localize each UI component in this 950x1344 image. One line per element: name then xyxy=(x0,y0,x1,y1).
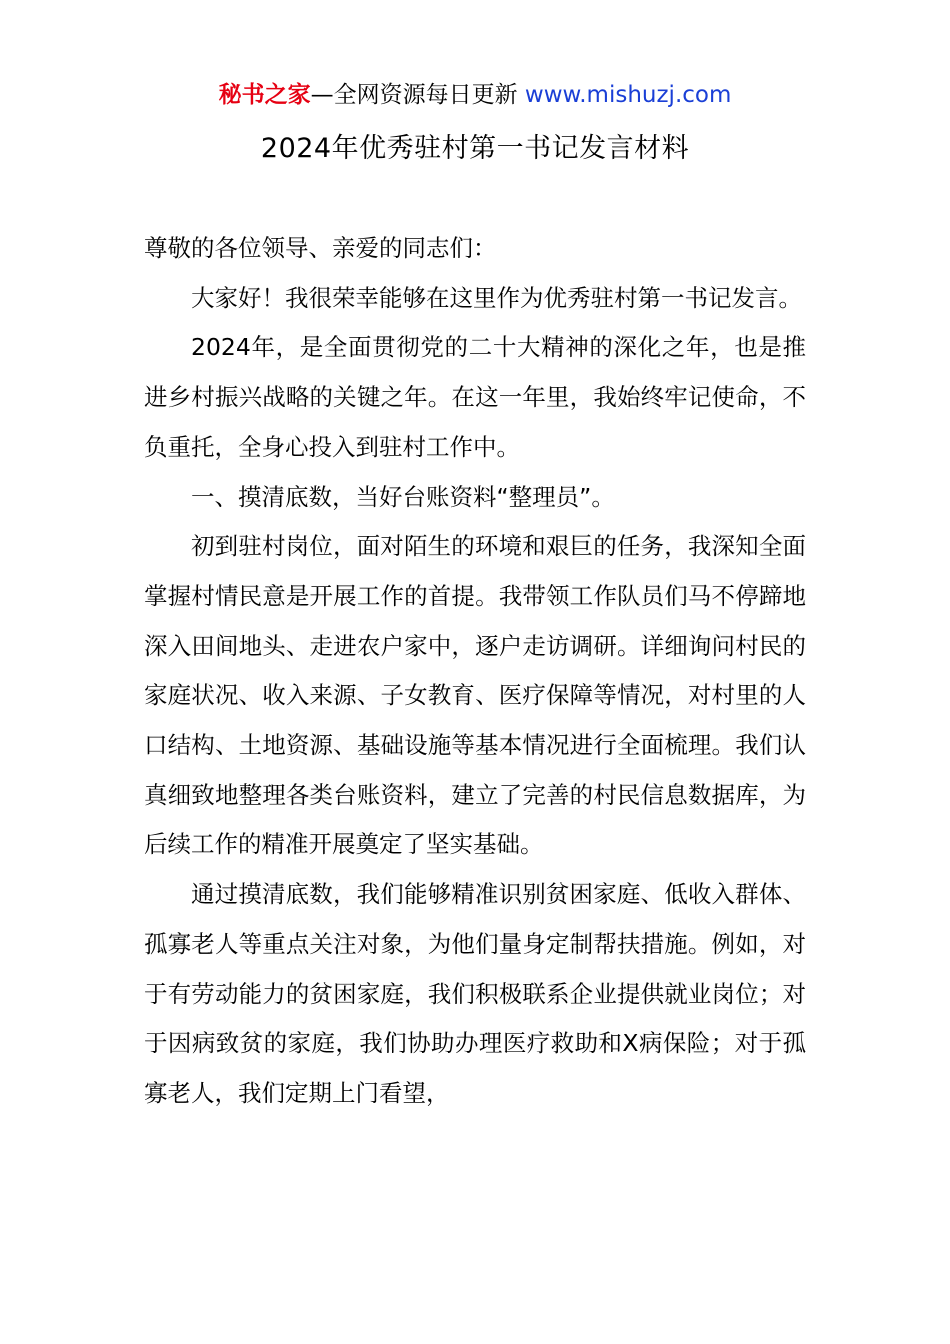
section-heading-one: 一、摸清底数，当好台账资料“整理员”。 xyxy=(191,482,615,511)
paragraph-greeting: 大家好！我很荣幸能够在这里作为优秀驻村第一书记发言。 xyxy=(191,283,802,312)
brand-name: 秘书之家 xyxy=(218,82,311,108)
site-banner xyxy=(0,78,950,112)
banner-slogan: —全网资源每日更新 xyxy=(310,82,525,108)
document-body xyxy=(144,224,806,1119)
paragraph-support: 通过摸清底数，我们能够精准识别贫困家庭、低收入群体、孤寡老人等重点关注对象，为他们量身定制帮扶措施。例如，对于有劳动能力的贫困家庭，我们积极联系企业提供就业岗位；对于因病致贫的家庭，我们协助办理医疗救助和X病保险；对于孤寡老人，我们定期上门看望， xyxy=(144,880,806,1107)
salutation: 尊敬的各位领导、亲爱的同志们： xyxy=(144,234,497,262)
paragraph-intro: 2024年，是全面贯彻党的二十大精神的深化之年，也是推进乡村振兴战略的关键之年。在这一年里，我始终牢记使命，不负重托，全身心投入到驻村工作中。 xyxy=(144,333,806,461)
paragraph-survey: 初到驻村岗位，面对陌生的环境和艰巨的任务，我深知全面掌握村情民意是开展工作的首提。我带领工作队员们马不停蹄地深入田间地头、走进农户家中，逐户走访调研。详细询问村民的家庭状况、收入来源、子女教育、医疗保障等情况，对村里的人口结构、土地资源、基础设施等基本情况进行全面梳理。我们认真细致地整理各类台账资料，建立了完善的村民信息数据库，为后续工作的精准开展奠定了坚实基础。 xyxy=(144,532,806,859)
site-url-link[interactable]: www.mishuzj.com xyxy=(524,82,732,108)
document-title: 2024年优秀驻村第一书记发言材料 xyxy=(260,133,690,164)
